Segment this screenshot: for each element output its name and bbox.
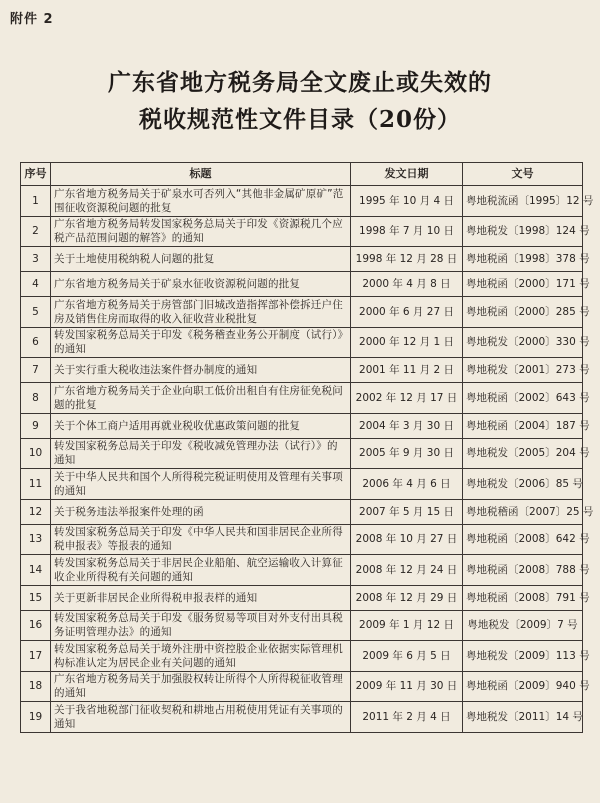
row-no: 9 <box>21 413 51 438</box>
table-row <box>21 383 583 414</box>
row-no: 17 <box>21 641 51 672</box>
row-title: 转发国家税务总局关于非居民企业船舶、航空运输收入计算征收企业所得税有关问题的通知 <box>51 555 351 586</box>
table-row <box>21 297 583 328</box>
row-date: 2008 年 12 月 29 日 <box>351 585 463 610</box>
table-row <box>21 186 583 217</box>
row-date: 2011 年 2 月 4 日 <box>351 702 463 733</box>
row-doc-number: 粤地税函〔2008〕642 号 <box>463 524 583 555</box>
document-title-line-1: 广东省地方税务局全文废止或失效的 <box>108 69 492 96</box>
row-date: 2008 年 12 月 24 日 <box>351 555 463 586</box>
row-doc-number: 粤地税发〔2000〕330 号 <box>463 327 583 358</box>
row-doc-number: 粤地税发〔2009〕7 号 <box>463 610 583 641</box>
row-doc-number: 粤地税发〔2006〕85 号 <box>463 469 583 500</box>
row-title: 转发国家税务总局关于印发《税收减免管理办法（试行）》的通知 <box>51 438 351 469</box>
row-doc-number: 粤地税函〔2009〕940 号 <box>463 671 583 702</box>
row-date: 2009 年 11 月 30 日 <box>351 671 463 702</box>
header-doc-number: 文号 <box>463 163 583 186</box>
row-date: 1995 年 10 月 4 日 <box>351 186 463 217</box>
row-no: 5 <box>21 297 51 328</box>
row-title: 转发国家税务总局关于印发《服务贸易等项目对外支付出具税务证明管理办法》的通知 <box>51 610 351 641</box>
row-no: 2 <box>21 216 51 247</box>
row-doc-number: 粤地税发〔2011〕14 号 <box>463 702 583 733</box>
row-title: 关于中华人民共和国个人所得税完税证明使用及管理有关事项的通知 <box>51 469 351 500</box>
row-date: 2009 年 6 月 5 日 <box>351 641 463 672</box>
row-doc-number: 粤地税函〔2008〕791 号 <box>463 585 583 610</box>
row-no: 4 <box>21 272 51 297</box>
row-title: 转发国家税务总局关于境外注册中资控股企业依据实际管理机构标准认定为居民企业有关问题的通知 <box>51 641 351 672</box>
row-no: 7 <box>21 358 51 383</box>
row-doc-number: 粤地税函〔1998〕378 号 <box>463 247 583 272</box>
table-row <box>21 671 583 702</box>
table-row <box>21 641 583 672</box>
row-doc-number: 粤地税函〔2002〕643 号 <box>463 383 583 414</box>
document-title-line-2: 税收规范性文件目录（20份） <box>138 106 461 133</box>
table-row <box>21 499 583 524</box>
header-title: 标题 <box>51 163 351 186</box>
row-doc-number: 粤地税函〔2000〕285 号 <box>463 297 583 328</box>
row-no: 16 <box>21 610 51 641</box>
row-date: 2000 年 6 月 27 日 <box>351 297 463 328</box>
table-row <box>21 272 583 297</box>
row-doc-number: 粤地税发〔2009〕113 号 <box>463 641 583 672</box>
table-row <box>21 524 583 555</box>
row-doc-number: 粤地税发〔1998〕124 号 <box>463 216 583 247</box>
row-title: 关于实行重大税收违法案件督办制度的通知 <box>51 358 351 383</box>
row-date: 1998 年 12 月 28 日 <box>351 247 463 272</box>
row-doc-number: 粤地税流函〔1995〕12 号 <box>463 186 583 217</box>
table-row <box>21 327 583 358</box>
row-doc-number: 粤地税函〔2008〕788 号 <box>463 555 583 586</box>
table-row <box>21 247 583 272</box>
table-header-row <box>21 163 583 186</box>
table-row <box>21 216 583 247</box>
row-title: 广东省地方税务局关于加强股权转让所得个人所得税征收管理的通知 <box>51 671 351 702</box>
table-row <box>21 469 583 500</box>
row-date: 2000 年 12 月 1 日 <box>351 327 463 358</box>
row-title: 转发国家税务总局关于印发《中华人民共和国非居民企业所得税申报表》等报表的通知 <box>51 524 351 555</box>
row-date: 2004 年 3 月 30 日 <box>351 413 463 438</box>
row-title: 广东省地方税务局转发国家税务总局关于印发《资源税几个应税产品范围问题的解答》的通知 <box>51 216 351 247</box>
row-no: 11 <box>21 469 51 500</box>
row-doc-number: 粤地税发〔2001〕273 号 <box>463 358 583 383</box>
row-date: 2006 年 4 月 6 日 <box>351 469 463 500</box>
row-doc-number: 粤地税函〔2000〕171 号 <box>463 272 583 297</box>
table-row <box>21 438 583 469</box>
row-no: 18 <box>21 671 51 702</box>
row-no: 13 <box>21 524 51 555</box>
row-date: 1998 年 7 月 10 日 <box>351 216 463 247</box>
row-doc-number: 粤地税函〔2004〕187 号 <box>463 413 583 438</box>
header-date: 发文日期 <box>351 163 463 186</box>
table-row <box>21 702 583 733</box>
row-date: 2001 年 11 月 2 日 <box>351 358 463 383</box>
document-list-table <box>20 162 594 733</box>
row-no: 3 <box>21 247 51 272</box>
row-date: 2007 年 5 月 15 日 <box>351 499 463 524</box>
row-date: 2000 年 4 月 8 日 <box>351 272 463 297</box>
table-row <box>21 413 583 438</box>
header-no: 序号 <box>21 163 51 186</box>
row-no: 12 <box>21 499 51 524</box>
row-no: 8 <box>21 383 51 414</box>
row-title: 关于更新非居民企业所得税申报表样的通知 <box>51 585 351 610</box>
row-title: 关于土地使用税纳税人问题的批复 <box>51 247 351 272</box>
attachment-label: 附件 2 <box>10 12 54 27</box>
row-date: 2002 年 12 月 17 日 <box>351 383 463 414</box>
row-no: 10 <box>21 438 51 469</box>
row-date: 2009 年 1 月 12 日 <box>351 610 463 641</box>
row-title: 关于税务违法举报案件处理的函 <box>51 499 351 524</box>
table-row <box>21 555 583 586</box>
row-title: 广东省地方税务局关于企业向职工低价出租自有住房征免税问题的批复 <box>51 383 351 414</box>
table-row <box>21 585 583 610</box>
row-title: 广东省地方税务局关于矿泉水征收资源税问题的批复 <box>51 272 351 297</box>
row-no: 1 <box>21 186 51 217</box>
row-doc-number: 粤地税发〔2005〕204 号 <box>463 438 583 469</box>
table-row <box>21 358 583 383</box>
table-row <box>21 610 583 641</box>
row-title: 关于个体工商户适用再就业税收优惠政策问题的批复 <box>51 413 351 438</box>
row-no: 14 <box>21 555 51 586</box>
row-date: 2005 年 9 月 30 日 <box>351 438 463 469</box>
row-no: 15 <box>21 585 51 610</box>
row-no: 19 <box>21 702 51 733</box>
row-no: 6 <box>21 327 51 358</box>
row-title: 广东省地方税务局关于矿泉水可否列入“其他非金属矿原矿”范围征收资源税问题的批复 <box>51 186 351 217</box>
row-date: 2008 年 10 月 27 日 <box>351 524 463 555</box>
row-title: 转发国家税务总局关于印发《税务稽查业务公开制度（试行）》的通知 <box>51 327 351 358</box>
row-title: 关于我省地税部门征收契税和耕地占用税使用凭证有关事项的通知 <box>51 702 351 733</box>
row-doc-number: 粤地税稽函〔2007〕25 号 <box>463 499 583 524</box>
row-title: 广东省地方税务局关于房管部门旧城改造指挥部补偿拆迁户住房及销售住房而取得的收入征收营业税批复 <box>51 297 351 328</box>
